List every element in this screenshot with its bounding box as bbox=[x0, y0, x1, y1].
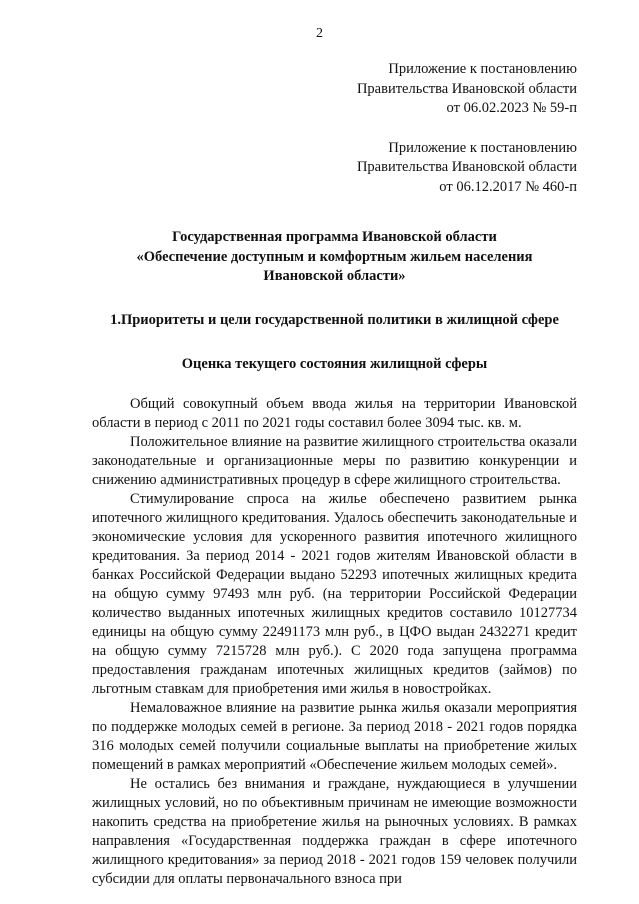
annex-original-line3: от 06.12.2017 № 460-п bbox=[439, 178, 577, 195]
program-title-line2: «Обеспечение доступным и комфортным жильем населения bbox=[136, 248, 533, 265]
paragraph: Не остались без внимания и граждане, нуждающиеся в улучшении жилищных условий, но по объективным причинам не имеющие возможности накопить средства на приобретение жилья на рыночных условиях. В рамках направления «Государственная поддержка граждан в сфере ипотечного жилищного кредитования» за период 2018 - 2021 годов 159 человек получили субсидии для оплаты первоначального взноса при bbox=[92, 775, 577, 887]
subsection-title: Оценка текущего состояния жилищной сферы bbox=[181, 356, 488, 372]
program-title-line3: Ивановской области» bbox=[263, 268, 406, 284]
paragraph: Стимулирование спроса на жилье обеспечено развитием рынка ипотечного жилищного кредитования. Удалось обеспечить законодательные и экономические условия для ускоренного развития ипотечного жилищного кредитования. За период 2014 - 2021 годов жителям Ивановской области в банках Российской Федерации выдано 52293 ипотечных жилищных кредита на общую сумму 97493 млн руб. (на территории Российской Федерации количество выданных ипотечных жилищных кредитов составило 10127734 единицы на общую сумму 22491173 млн руб., в ЦФО выдан 2432271 кредит на общую сумму 7215728 млн руб.). С 2020 года запущена программа предоставления гражданам ипотечных жилищных кредитов (займов) по льготным ставкам для приобретения ими жилья в новостройках. bbox=[92, 490, 577, 697]
paragraph: Общий совокупный объем ввода жилья на территории Ивановской области в период с 2011 по 2021 годы составил более 3094 тыс. кв. м. bbox=[92, 395, 577, 431]
page-number: 2 bbox=[316, 26, 323, 41]
paragraph: Положительное влияние на развитие жилищного строительства оказали законодательные и организационные меры по развитию конкуренции и снижению административных процедур в сфере жилищного строительства. bbox=[92, 433, 577, 488]
annex-current-line1: Приложение к постановлению bbox=[388, 61, 577, 77]
section-title: 1.Приоритеты и цели государственной политики в жилищной сфере bbox=[110, 311, 559, 328]
annex-original-line2: Правительства Ивановской области bbox=[356, 159, 577, 175]
document-body bbox=[92, 395, 577, 889]
annex-original-line1: Приложение к постановлению bbox=[388, 139, 577, 156]
paragraph: Немаловажное влияние на развитие рынка жилья оказали мероприятия по поддержке молодых семей в регионе. За период 2018 - 2021 годов порядка 316 молодых семей получили социальные выплаты на приобретение жилых помещений в рамках мероприятий «Обеспечение жильем молодых семей». bbox=[92, 699, 577, 773]
annex-current bbox=[92, 0, 577, 119]
annex-current-line2: Правительства Ивановской области bbox=[356, 80, 577, 97]
annex-original bbox=[92, 119, 577, 198]
program-title-line1: Государственная программа Ивановской области bbox=[172, 229, 497, 245]
program-title bbox=[92, 228, 577, 287]
annex-current-line3: от 06.02.2023 № 59-п bbox=[446, 100, 577, 116]
